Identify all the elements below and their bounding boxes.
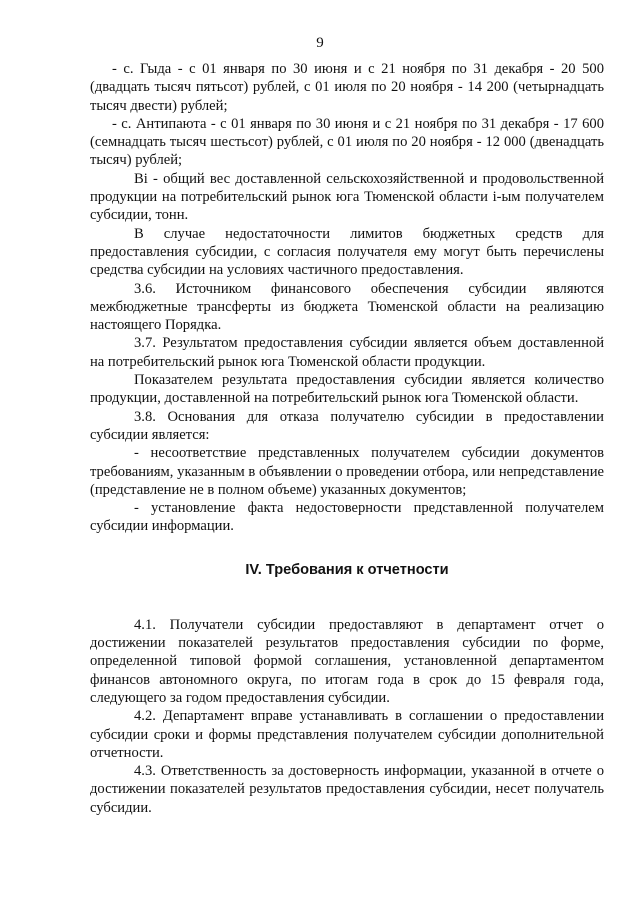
page-number: 9 (316, 35, 324, 51)
paragraph-weight-definition: Вi - общий вес доставленной сельскохозяйственной и продовольственной продукции на потребительский рынок юга Тюменской области i-ым получателем субсидии, тонн. (90, 170, 604, 224)
paragraph-refusal-nonconformity: - несоответствие представленных получателем субсидии документов требованиям, указанным в объявлении о проведении отбора, или непредставление (представление не в полном объеме) указанных документов; (90, 445, 604, 498)
paragraph-result-indicator: Показателем результата предоставления субсидии является количество продукции, доставленной на потребительский рынок юга Тюменской области. (90, 372, 604, 407)
section-heading-reporting: IV. Требования к отчетности (245, 561, 449, 578)
paragraph-3-8-refusal-grounds: 3.8. Основания для отказа получателю субсидии в предоставлении субсидии является: (90, 408, 604, 443)
paragraph-4-2-additional-reporting: 4.2. Департамент вправе устанавливать в соглашении о предоставлении субсидии сроки и формы представления получателем субсидии дополнительной отчетности. (90, 708, 604, 761)
paragraph-antipayuta-rates: - с. Антипаюта - с 01 января по 30 июня и с 21 ноября по 31 декабря - 17 600 (семнадцать тысяч шестьсот) рублей, с 01 июля по 20 ноября - 12 000 (двенадцать тысяч) рублей; (90, 115, 604, 169)
paragraph-3-6-funding-source: 3.6. Источником финансового обеспечения субсидии являются межбюджетные трансферты из бюджета Тюменской области на реализацию настоящего Порядка. (90, 280, 604, 334)
paragraph-gyda-rates: - с. Гыда - с 01 января по 30 июня и с 21 ноября по 31 декабря - 20 500 (двадцать тысяч пятьсот) рублей, с 01 июля по 20 ноября - 14 200 (четырнадцать тысяч двести) рублей; (90, 61, 604, 114)
paragraph-4-3-responsibility: 4.3. Ответственность за достоверность информации, указанной в отчете о достижении показателей результатов предоставления субсидии, несет получатель субсидии. (90, 763, 604, 816)
paragraph-refusal-unreliable-info: - установление факта недостоверности представленной получателем субсидии информации. (90, 500, 604, 535)
document-body (90, 60, 604, 817)
paragraph-4-1-report: 4.1. Получатели субсидии предоставляют в департамент отчет о достижении показателей результатов предоставления субсидии по форме, определенной типовой формой соглашения, установленной департаментом финансов автономного округа, по итогам года в срок до 15 февраля года, следующего за годом предоставления субсидии. (90, 616, 604, 706)
paragraph-insufficient-limits: В случае недостаточности лимитов бюджетных средств для предоставления субсидии, с согласия получателя ему могут быть перечислены средства субсидии на условиях частичного предоставления. (90, 225, 604, 279)
paragraph-3-7-result: 3.7. Результатом предоставления субсидии является объем доставленной на потребительский рынок юга Тюменской области продукции. (90, 335, 604, 370)
